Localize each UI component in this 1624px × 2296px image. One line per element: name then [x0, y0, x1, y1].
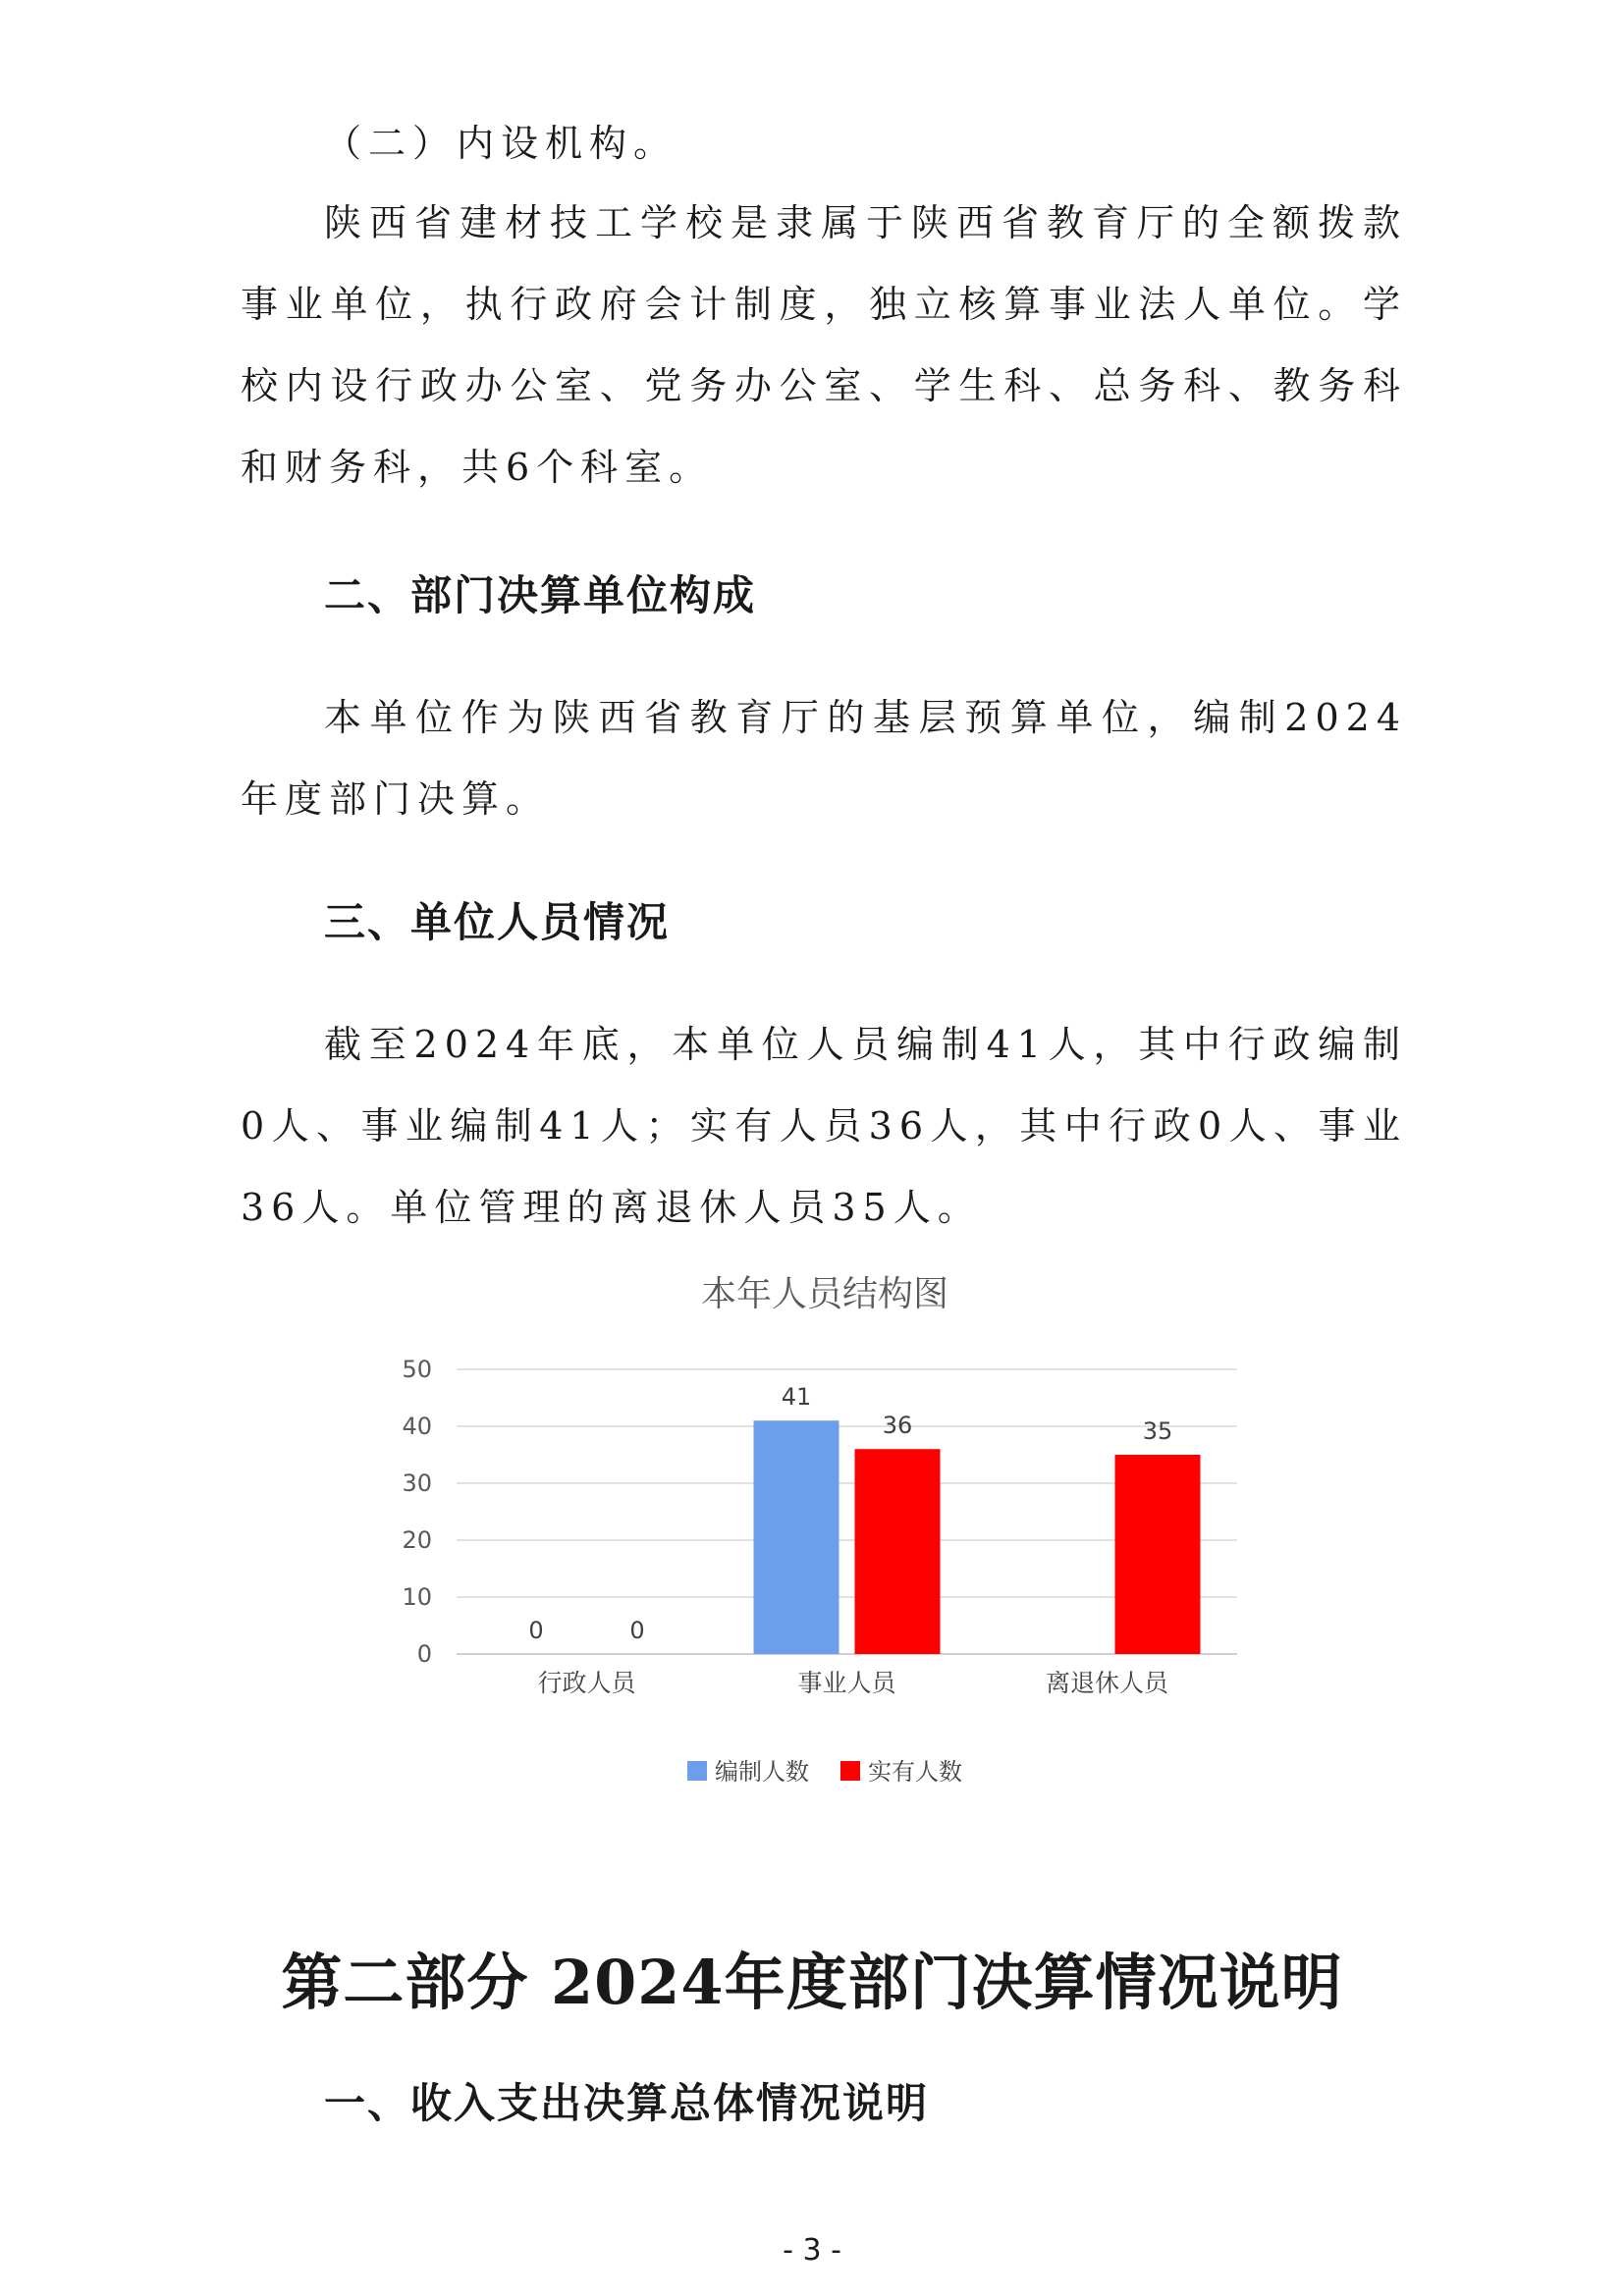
paragraph-staff-situation: 截至2024年底，本单位人员编制41人，其中行政编制0人、事业编制41人；实有人员36人，其中行政0人、事业36人。单位管理的离退休人员35人。: [241, 1023, 1407, 1229]
chart-bars: [754, 1420, 1201, 1654]
y-tick-label: 40: [402, 1413, 432, 1440]
bar-value-label: 36: [882, 1412, 913, 1440]
staff-structure-chart: [373, 1261, 1257, 1870]
x-category-label: 事业人员: [797, 1669, 896, 1697]
x-category-label: 离退休人员: [1045, 1669, 1169, 1697]
chart-data-labels: [528, 1383, 1172, 1644]
y-axis-ticks: [402, 1356, 432, 1668]
y-tick-label: 0: [416, 1640, 432, 1668]
bar: [1115, 1455, 1201, 1654]
x-category-label: 行政人员: [537, 1669, 636, 1697]
heading-income-expenditure: 一、收入支出决算总体情况说明: [324, 2079, 930, 2127]
bar-value-label: 0: [629, 1617, 645, 1644]
y-tick-label: 30: [402, 1469, 432, 1497]
bar: [754, 1420, 839, 1654]
chart-title: 本年人员结构图: [700, 1274, 949, 1314]
legend-label: 编制人数: [715, 1758, 809, 1786]
legend-swatch: [840, 1761, 860, 1781]
chart-legend: [687, 1758, 962, 1786]
bar: [855, 1449, 941, 1654]
section-intro: （二）内设机构。: [324, 122, 678, 165]
page-number: - 3 -: [783, 2233, 841, 2268]
paragraph-unit-composition: 本单位作为陕西省教育厅的基层预算单位，编制2024年度部门决算。: [241, 696, 1407, 821]
part-two-title: 第二部分 2024年度部门决算情况说明: [281, 1947, 1343, 2018]
y-tick-label: 50: [402, 1356, 432, 1383]
heading-staff-situation: 三、单位人员情况: [324, 898, 671, 946]
paragraph-internal-structure: 陕西省建材技工学校是隶属于陕西省教育厅的全额拨款事业单位，执行政府会计制度，独立核算事业法人单位。学校内设行政办公室、党务办公室、学生科、总务科、教务科和财务科，共6个科室。: [241, 201, 1407, 489]
bar-value-label: 41: [781, 1383, 812, 1412]
x-axis-categories: [537, 1669, 1170, 1697]
legend-swatch: [687, 1761, 707, 1781]
y-tick-label: 20: [402, 1526, 432, 1554]
heading-unit-composition: 二、部门决算单位构成: [324, 571, 757, 619]
bar-value-label: 35: [1142, 1417, 1173, 1445]
y-tick-label: 10: [402, 1583, 432, 1611]
bar-value-label: 0: [528, 1617, 544, 1644]
legend-label: 实有人数: [868, 1758, 962, 1786]
